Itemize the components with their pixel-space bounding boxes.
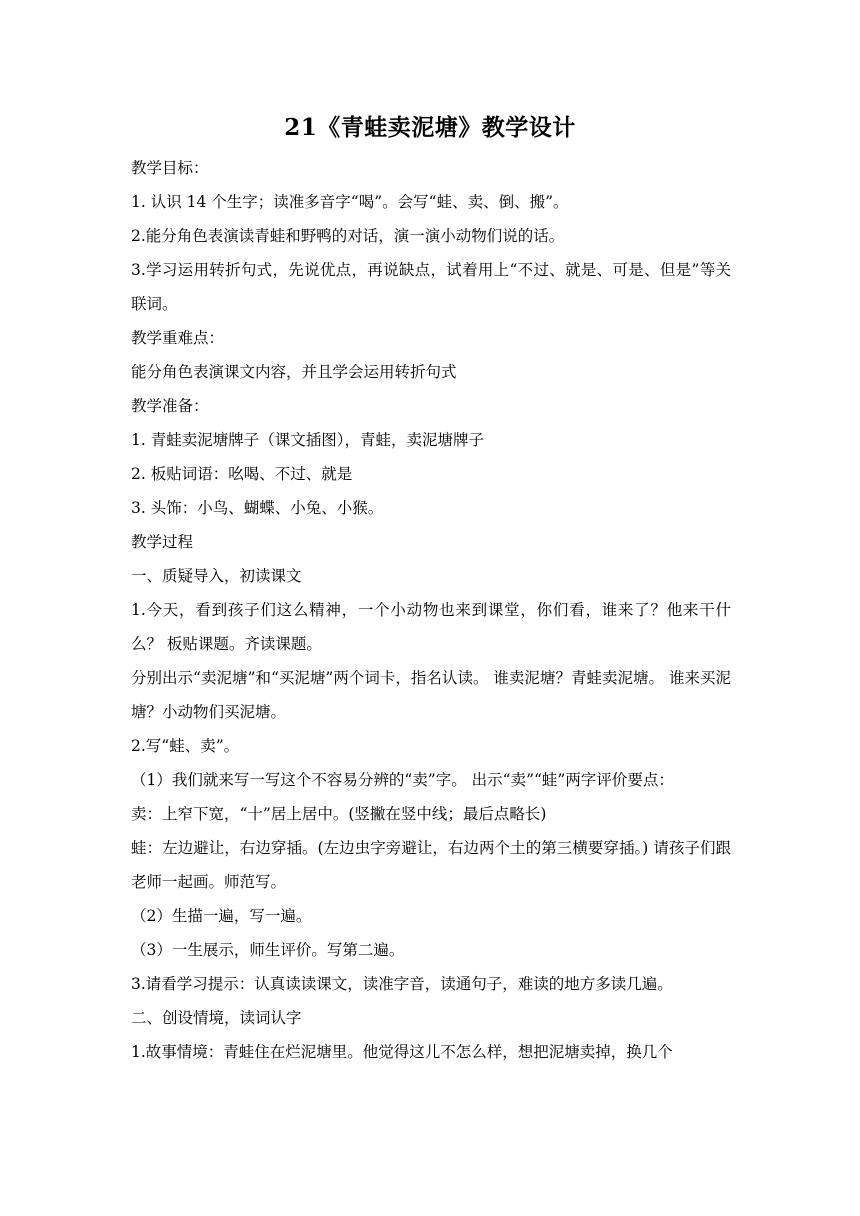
paragraph-teaching-goals-heading: 教学目标： (131, 159, 209, 177)
paragraph-goal-3: 3.学习运用转折句式，先说优点，再说缺点，试着用上“不过、就是、可是、但是”等关联词。 (131, 261, 731, 313)
paragraph-writing-wa: 蛙：左边避让，右边穿插。(左边虫字旁避让，右边两个土的第三横要穿插。) 请孩子们跟老师一起画。师范写。 (131, 839, 731, 891)
paragraph-writing-step-2: （2）生描一遍，写一遍。 (131, 907, 312, 925)
paragraph-section-1-word-cards: 分别出示“卖泥塘”和“买泥塘”两个词卡，指名认读。 谁卖泥塘？青蛙卖泥塘。 谁来买泥塘？小动物们买泥塘。 (131, 669, 731, 721)
paragraph-section-2-heading: 二、创设情境，读词认字 (131, 1009, 302, 1027)
paragraph-writing-step-1: （1）我们就来写一写这个不容易分辨的“卖”字。 出示“卖”“蛙”两字评价要点： (131, 771, 674, 789)
paragraph-key-difficulties: 能分角色表演课文内容，并且学会运用转折句式 (131, 363, 457, 381)
paragraph-key-difficulties-heading: 教学重难点： (131, 329, 225, 347)
paragraph-process-heading: 教学过程 (131, 533, 194, 551)
paragraph-preparation-1: 1. 青蛙卖泥塘牌子（课文插图），青蛙，卖泥塘牌子 (131, 431, 484, 449)
paragraph-goal-2: 2.能分角色表演读青蛙和野鸭的对话，演一演小动物们说的话。 (131, 227, 565, 245)
paragraph-preparation-2: 2. 板贴词语：吆喝、不过、就是 (131, 465, 353, 483)
paragraph-preparation-heading: 教学准备： (131, 397, 209, 415)
paragraph-writing-mai: 卖：上窄下宽，“十”居上居中。(竖撇在竖中线；最后点略长) (131, 805, 547, 823)
document-body (131, 151, 731, 1069)
document-title: 21《青蛙卖泥塘》教学设计 (284, 114, 576, 141)
paragraph-section-1-heading: 一、质疑导入，初读课文 (131, 567, 302, 585)
paragraph-writing-step-3: （3）一生展示，师生评价。写第二遍。 (131, 941, 405, 959)
paragraph-section-1-step-3: 3.请看学习提示：认真读读课文，读准字音，读通句子，难读的地方多读几遍。 (131, 975, 673, 993)
paragraph-preparation-3: 3. 头饰：小鸟、蝴蝶、小兔、小猴。 (131, 499, 384, 517)
paragraph-section-2-step-1: 1.故事情境：青蛙住在烂泥塘里。他觉得这儿不怎么样，想把泥塘卖掉，换几个 (131, 1043, 673, 1061)
paragraph-section-1-step-1: 1.今天，看到孩子们这么精神，一个小动物也来到课堂，你们看，谁来了？他来干什么？ 板贴课题。齐读课题。 (131, 601, 731, 653)
paragraph-goal-1: 1. 认识 14 个生字；读准多音字“喝”。会写“蛙、卖、倒、搬”。 (131, 193, 569, 211)
paragraph-section-1-step-2: 2.写“蛙、卖”。 (131, 737, 240, 755)
